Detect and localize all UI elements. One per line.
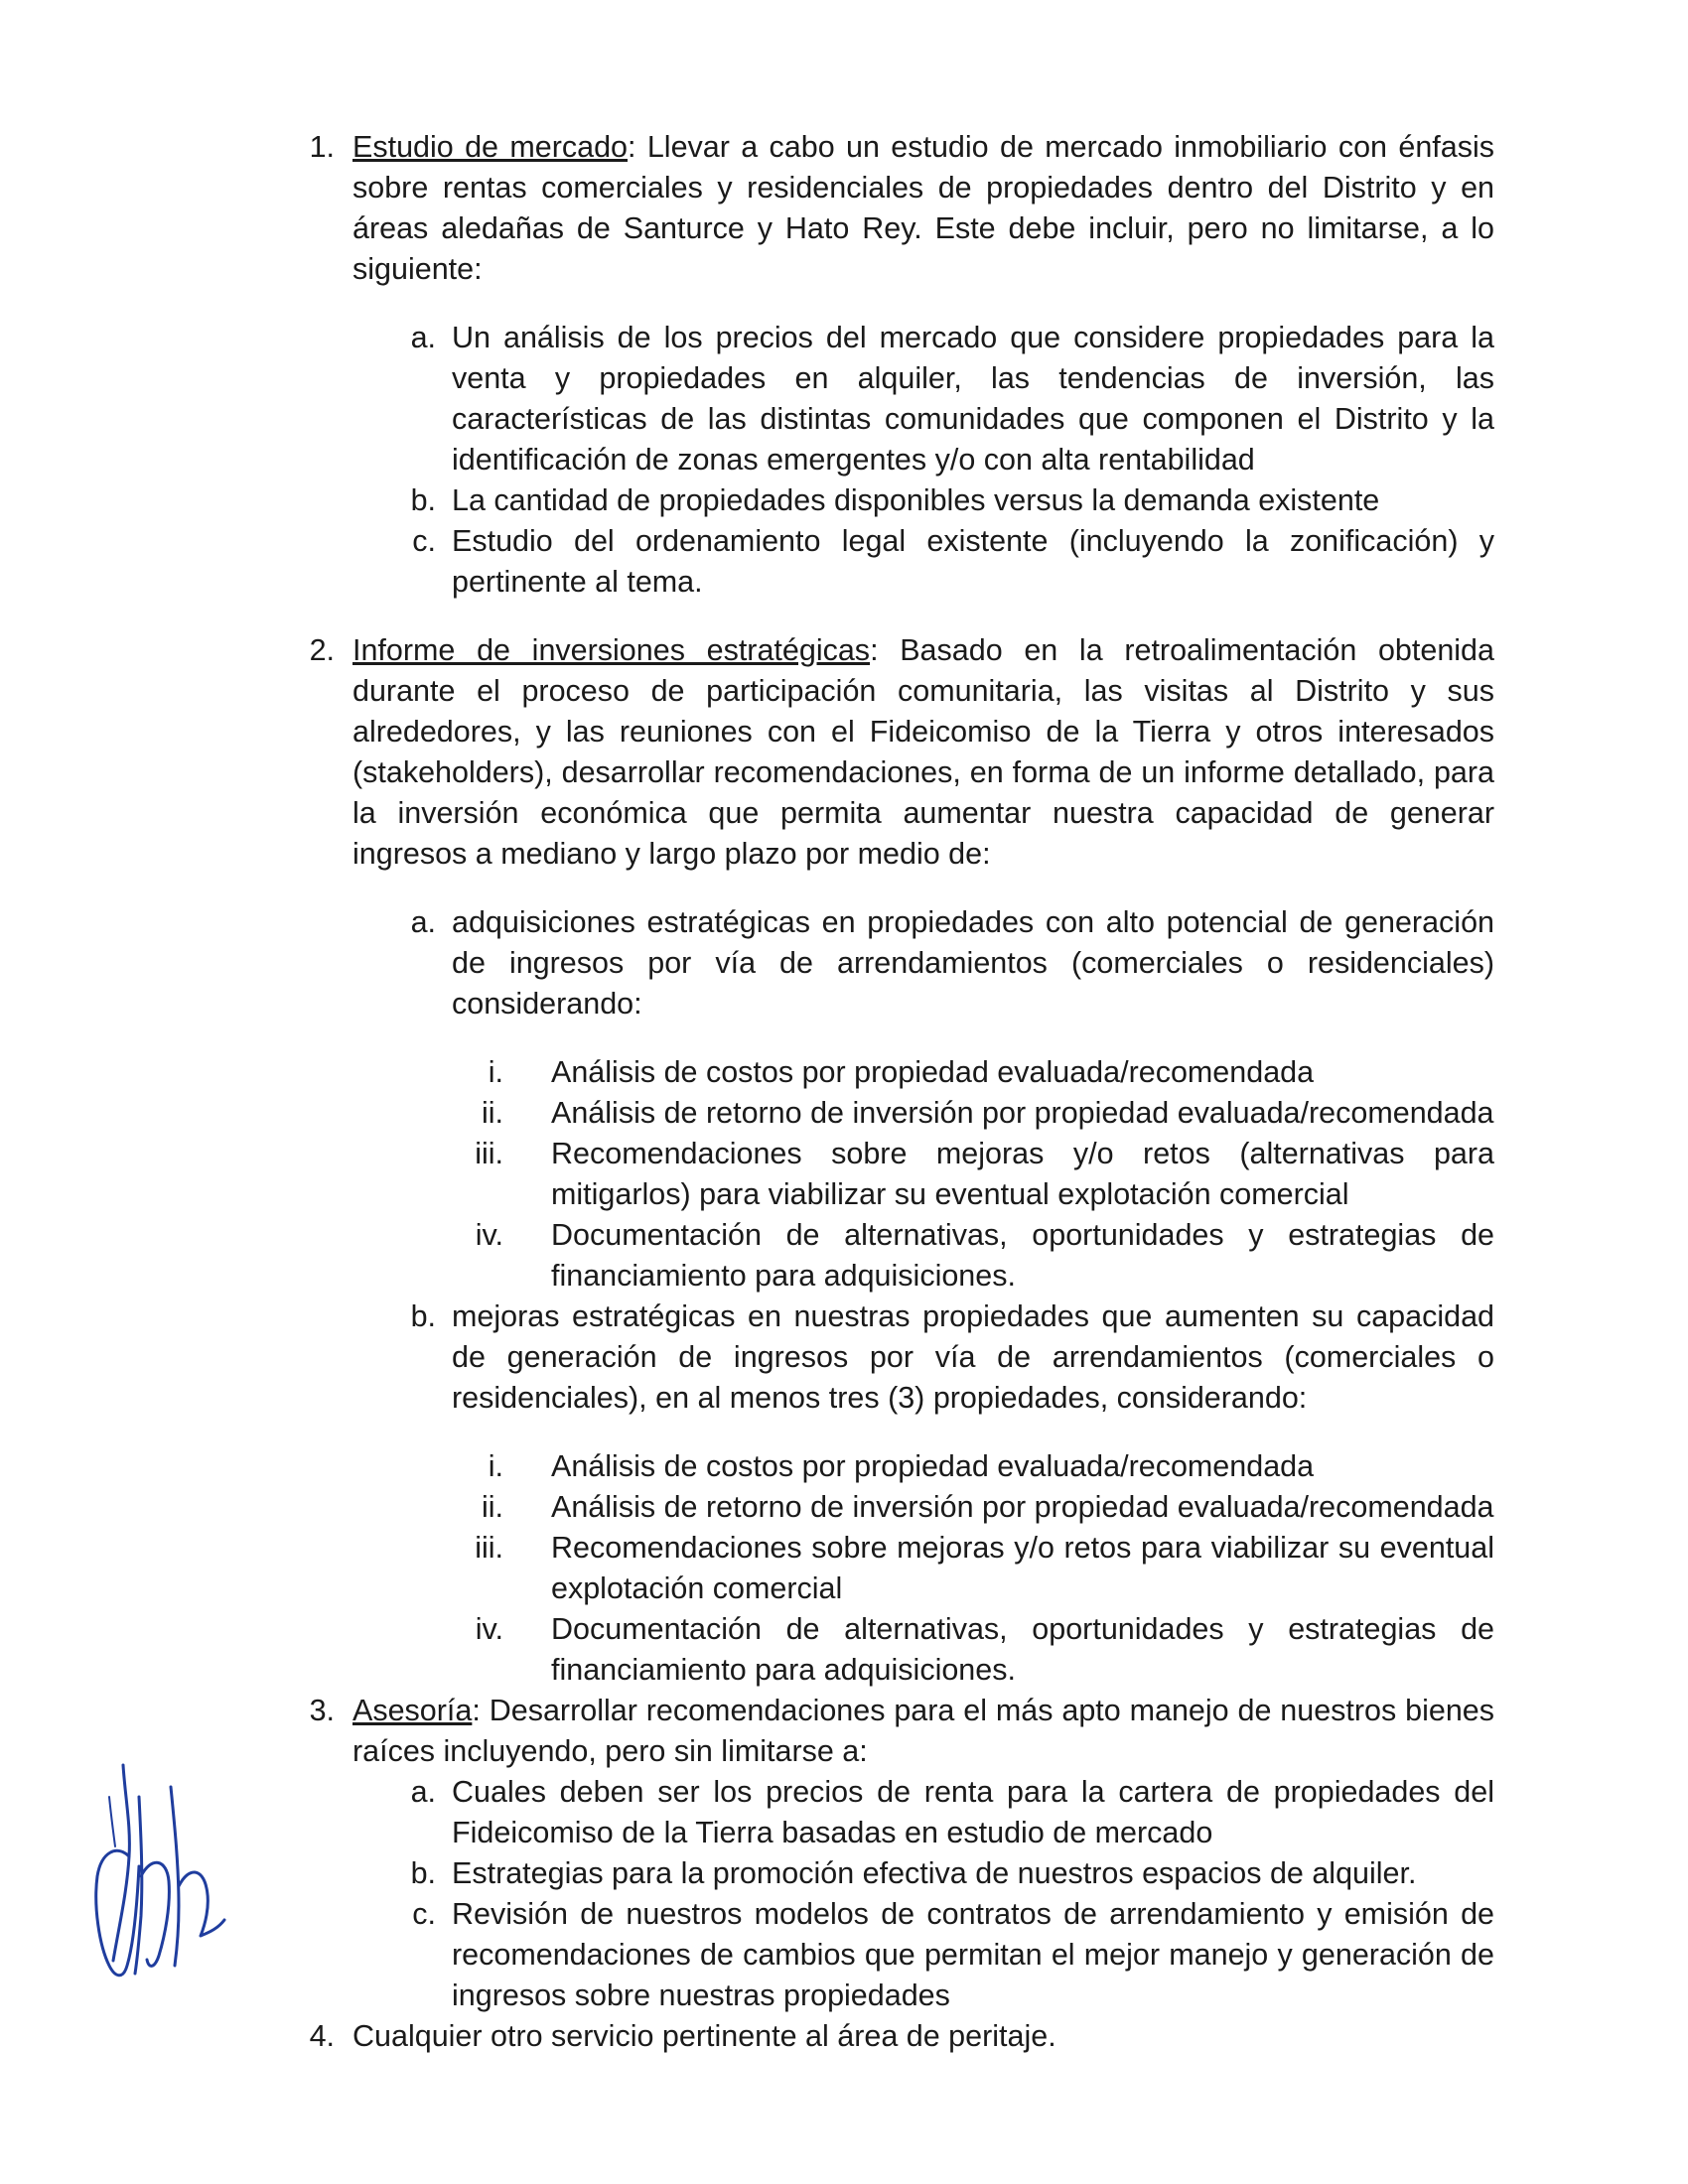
list-item-4 [309, 2016, 1494, 2057]
item-title: Informe de inversiones estratégicas [352, 633, 871, 667]
item-number: 1. [309, 130, 335, 164]
sub-item-2b [410, 1297, 1494, 1419]
sub-sub-item-text: Análisis de retorno de inversión por propiedad evaluada/recomendada [551, 1096, 1494, 1130]
sub-item-letter: b. [410, 1856, 436, 1890]
sub-item-text: Revisión de nuestros modelos de contratos de arrendamiento y emisión de recomendaciones de cambios que permitan el mejor manejo y generación de ingresos sobre nuestras propiedades [452, 1897, 1494, 2012]
sub-item-1a [410, 318, 1494, 480]
item-text: : Llevar a cabo un estudio de mercado inmobiliario con énfasis sobre rentas comerciales y residenciales de propiedades dentro del Distrito y en áreas aledañas de Santurce y Hato Rey. Este debe incluir, pero no limitarse, a lo siguiente: [352, 130, 1494, 286]
sub-item-letter: a. [410, 1775, 436, 1809]
sub-sub-item-2b-ii [481, 1487, 1494, 1528]
sub-sub-item-text: Recomendaciones sobre mejoras y/o retos para viabilizar su eventual explotación comercial [551, 1531, 1494, 1605]
list-item-1 [309, 127, 1494, 290]
sub-item-text: Estudio del ordenamiento legal existente (incluyendo la zonificación) y pertinente al tema. [452, 524, 1494, 599]
sub-sub-item-2a-iii [475, 1134, 1494, 1215]
sub-sub-item-2b-iv [475, 1609, 1494, 1691]
sub-sub-item-2a-iv [475, 1215, 1494, 1297]
roman-numeral: i. [488, 1055, 503, 1089]
signature-stroke [96, 1765, 224, 1976]
item-paragraph [352, 1691, 1494, 1772]
sub-item-3a [410, 1772, 1494, 1853]
roman-numeral: iii. [475, 1531, 503, 1565]
sub-item-text: La cantidad de propiedades disponibles versus la demanda existente [452, 483, 1380, 517]
sub-item-text: mejoras estratégicas en nuestras propiedades que aumenten su capacidad de generación de ingresos por vía de arrendamientos (comerciales o residenciales), en al menos tres (3) propiedades, considerando: [452, 1299, 1494, 1415]
roman-numeral: iii. [475, 1137, 503, 1170]
roman-numeral: ii. [481, 1490, 503, 1524]
item-text: Cualquier otro servicio pertinente al área de peritaje. [352, 2019, 1056, 2053]
sub-item-letter: c. [412, 524, 436, 558]
sub-sub-item-text: Recomendaciones sobre mejoras y/o retos (alternativas para mitigarlos) para viabilizar su eventual explotación comercial [551, 1137, 1494, 1211]
roman-numeral: iv. [475, 1612, 503, 1646]
roman-numeral: ii. [481, 1096, 503, 1130]
handwritten-signature [79, 1757, 238, 1995]
roman-numeral: iv. [475, 1218, 503, 1252]
sub-item-letter: c. [412, 1897, 436, 1931]
sub-sub-item-text: Análisis de costos por propiedad evaluada/recomendada [551, 1055, 1315, 1089]
sub-item-letter: b. [410, 1299, 436, 1333]
item-paragraph [352, 127, 1494, 290]
item-text: : Desarrollar recomendaciones para el más apto manejo de nuestros bienes raíces incluyendo, pero sin limitarse a: [352, 1694, 1494, 1768]
sub-item-text: adquisiciones estratégicas en propiedades con alto potencial de generación de ingresos por vía de arrendamientos (comerciales o residenciales) considerando: [452, 905, 1494, 1021]
item-title: Asesoría [352, 1694, 473, 1727]
signature-stroke [109, 1797, 115, 1846]
sub-item-letter: b. [410, 483, 436, 517]
item-title: Estudio de mercado [352, 130, 629, 164]
sub-item-2a [410, 902, 1494, 1024]
sub-sub-item-text: Documentación de alternativas, oportunidades y estrategias de financiamiento para adquisiciones. [551, 1218, 1494, 1293]
item-text: : Basado en la retroalimentación obtenida durante el proceso de participación comunitaria, las visitas al Distrito y sus alrededores, y las reuniones con el Fideicomiso de la Tierra y otros interesados (stakeholders), desarrollar recomendaciones, en forma de un informe detallado, para la inversión económica que permita aumentar nuestra capacidad de generar ingresos a mediano y largo plazo por medio de: [352, 633, 1494, 871]
sub-item-1c [412, 521, 1494, 603]
sub-sub-item-text: Análisis de costos por propiedad evaluada/recomendada [551, 1449, 1315, 1483]
sub-item-letter: a. [410, 321, 436, 354]
item-number: 2. [309, 633, 335, 667]
sub-sub-item-2b-iii [475, 1528, 1494, 1609]
sub-item-text: Estrategias para la promoción efectiva de nuestros espacios de alquiler. [452, 1856, 1417, 1890]
item-number: 4. [309, 2019, 335, 2053]
roman-numeral: i. [488, 1449, 503, 1483]
sub-sub-item-2b-i [488, 1446, 1494, 1487]
sub-sub-item-2a-i [488, 1052, 1494, 1093]
sub-sub-item-text: Documentación de alternativas, oportunidades y estrategias de financiamiento para adquisiciones. [551, 1612, 1494, 1687]
item-paragraph [352, 630, 1494, 875]
list-item-2 [309, 630, 1494, 875]
sub-item-3b [410, 1853, 1494, 1894]
document-body [309, 127, 1494, 2057]
list-item-3 [309, 1691, 1494, 1772]
sub-item-letter: a. [410, 905, 436, 939]
item-number: 3. [309, 1694, 335, 1727]
sub-item-3c [412, 1894, 1494, 2016]
sub-item-text: Un análisis de los precios del mercado que considere propiedades para la venta y propiedades en alquiler, las tendencias de inversión, las características de las distintas comunidades que componen el Distrito y la identificación de zonas emergentes y/o con alta rentabilidad [452, 321, 1494, 477]
sub-sub-item-2a-ii [481, 1093, 1494, 1134]
sub-item-1b [410, 480, 1494, 521]
sub-item-text: Cuales deben ser los precios de renta para la cartera de propiedades del Fideicomiso de la Tierra basadas en estudio de mercado [452, 1775, 1494, 1849]
sub-sub-item-text: Análisis de retorno de inversión por propiedad evaluada/recomendada [551, 1490, 1494, 1524]
